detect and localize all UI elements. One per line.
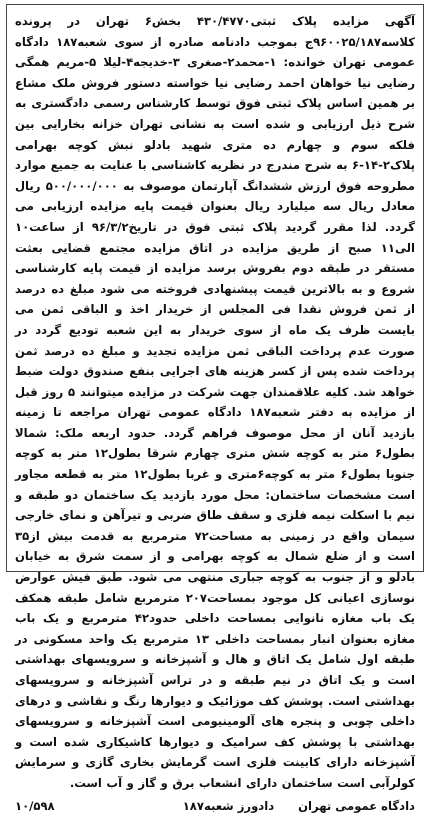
auction-notice (6, 4, 424, 813)
notice-footer (15, 796, 415, 816)
notice-number: ۱۰/۵۹۸ (15, 798, 55, 813)
court-name: دادگاه عمومی تهران (298, 798, 415, 813)
notice-body-text: آگهی مزایده پلاک ثبتی۴۳۰/۴۷۷۰ بخش۶ تهران در پرونده کلاسه۹۶۰۰۲۵/۱۸۷ج بموجب دادنامه صادره از سوی شعبه۱۸۷ دادگاه عمومی تهران خوانده: ۱-محمد۲-صغری ۳-خدیجه۴-لیلا ۵-مریم همگی رضایی نیا خواهان احمد رضایی نیا خواسته دستور فروش ملک مشاع بر همین اساس پلاک ثبتی فوق توسط کارشناس رسمی دادگستری به شرح ذیل ارزیابی و شده است به نشانی تهران خزانه بخارایی بین فلکه سوم و چهارم ده متری شهید بادلو نبش کوچه بهرامی پلاک۲-۱۴-۶ به شرح مندرج در نظریه کاشناسی با عنایت به جمیع موارد مطروحه فوق ارزش ششدانگ آپارتمان موصوف به ۵۰۰/۰۰۰/۰۰۰ ریال معادل ریال سه میلیارد ریال بعنوان قیمت پایه مزایده ارزیابی می گردد. لذا مقرر گردید پلاک ثبتی فوق در تاریخ۹۶/۳/۲ از ساعت۱۰ الی۱۱ صبح از طریق مزایده در اتاق مزایده مجتمع قضایی بعثت مستقر در طبقه دوم بفروش برسد مزایده از قیمت پایه کارشناسی شروع و به بالاترین قیمت پیشنهادی فروخته می شود مبلغ ده درصد از ثمن فروش نقدا فی المجلس از خریدار اخذ و الباقی ثمن می بایست ظرف یک ماه از سوی خریدار به این شعبه تودیع گردد در صورت عدم پرداخت الباقی ثمن مزایده تجدید و مبلغ ده درصد ثمن پرداخت شده پس از کسر هزینه های اجرایی بنفع صندوق دولت ضبط خواهد شد. کلیه علاقمندان جهت شرکت در مزایده میتوانند ۵ روز قبل از مزایده به دفتر شعبه۱۸۷ دادگاه عمومی تهران مراجعه تا زمینه بازدید آنان از محل موصوف فراهم گردد. حدود اربعه ملک: شمالا بطول۶ متر به کوچه شش متری چهارم شرقا بطول۱۲ متر به کوچه جنوبا بطول۶ متر به کوچه۶متری و غربا بطول۱۲ متر به قطعه مجاور است مشخصات ساختمان: محل مورد بازدید یک ساختمان دو طبقه و نیم با اسکلت نیمه فلزی و سقف طاق ضربی و تیرآهن و نمای خارجی سیمان واقع در زمینی به مساحت۷۲ مترمربع به قدمت بیش از۳۵ است و از ضلع شمال به کوچه بهرامی و از سمت شرق به خیابان بادلو و از جنوب به کوچه جباری منتهی می شود. طبق فیش عوارض نوسازی اعیانی کل موجود بمساحت۲۰۷ مترمربع شامل طبقه همکف یک باب مغازه نانوایی بمساحت داخلی حدود۴۲ مترمربع و یک باب مغازه بعنوان انبار بمساحت داخلی ۱۳ مترمربع یک واحد مسکونی در طبقه اول شامل یک اتاق و هال و آشپزخانه و سرویسهای بهداشتی است و یک اتاق در نیم طبقه و در تراس آشپزخانه و سرویسهای بهداشتی است. پوشش کف موزائیک و دیوارها رنگ و نقاشی و درهای داخلی چوبی و پنجره های آلومینیومی است آشپزخانه و سرویسهای بهداشتی با پوشش کف سرامیک و دیوارها کاشیکاری شده است و آشپزخانه دارای کابینت فلزی است گرمایش بخاری گازی و سرمایش کولرآبی است ساختمان دارای انشعاب برق و گاز و آب است. (15, 14, 416, 790)
judge-title: دادورز شعبه۱۸۷ (182, 798, 275, 813)
